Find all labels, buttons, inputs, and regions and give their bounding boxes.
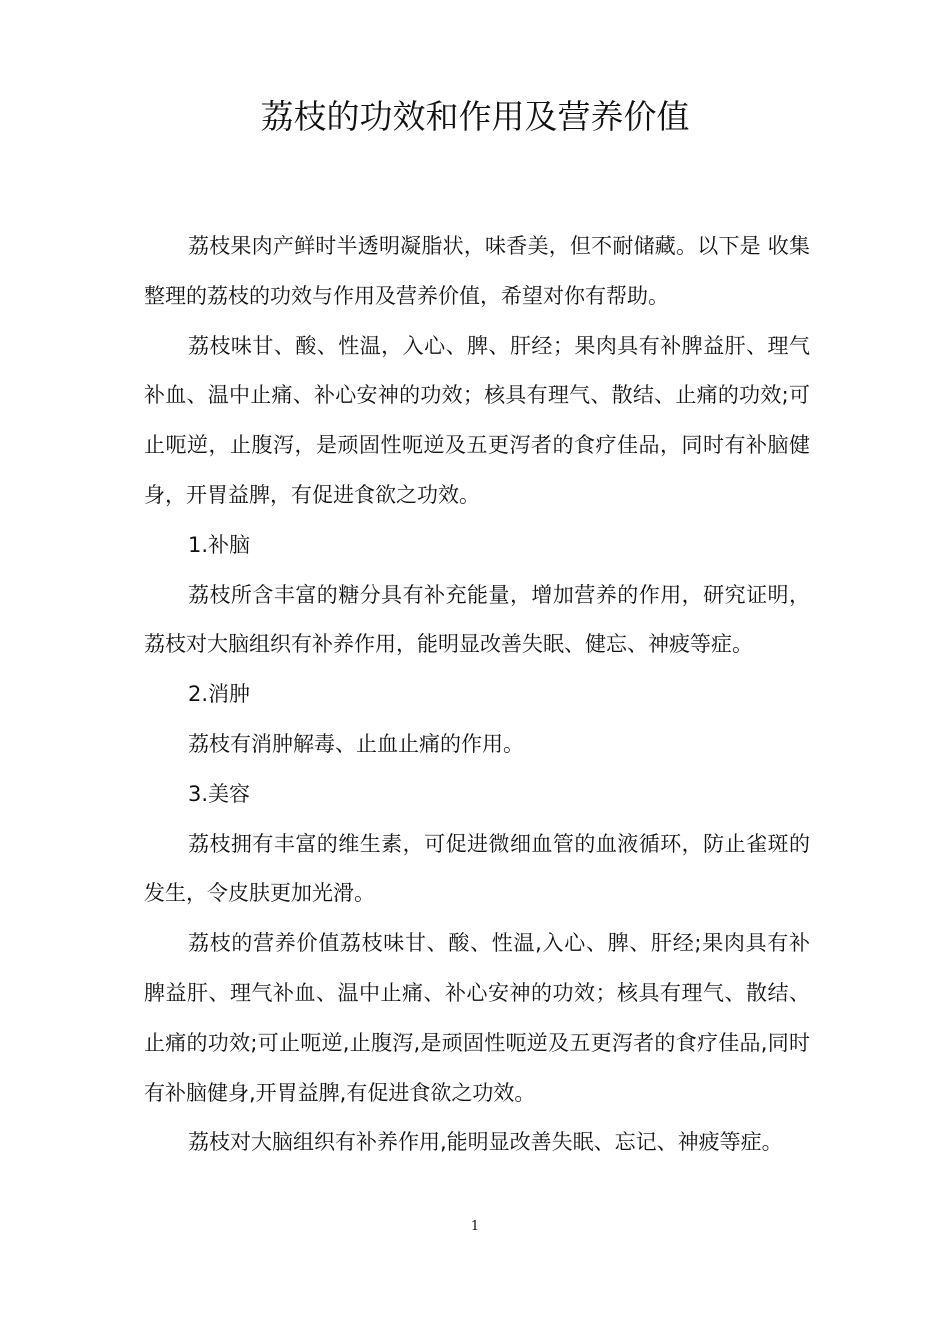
document-body <box>144 222 810 1168</box>
brain-paragraph: 荔枝所含丰富的糖分具有补充能量，增加营养的作用，研究证明，荔枝对大脑组织有补养作用，能明显改善失眠、健忘、神疲等症。 <box>144 582 810 657</box>
section-heading-swelling: 2.消肿 <box>188 682 251 707</box>
document-title: 荔枝的功效和作用及营养价值 <box>260 97 690 136</box>
swelling-paragraph: 荔枝有消肿解毒、止血止痛的作用。 <box>188 731 524 756</box>
page-number: 1 <box>470 1219 480 1234</box>
closing-paragraph: 荔枝对大脑组织有补养作用,能明显改善失眠、忘记、神疲等症。 <box>188 1130 783 1155</box>
section-heading-brain: 1.补脑 <box>188 532 251 557</box>
properties-paragraph: 荔枝味甘、酸、性温，入心、脾、肝经；果肉具有补脾益肝、理气补血、温中止痛、补心安神的功效；核具有理气、散结、止痛的功效;可止呃逆，止腹泻，是顽固性呃逆及五更泻者的食疗佳品，同时有补脑健身，开胃益脾，有促进食欲之功效。 <box>144 333 810 507</box>
beauty-paragraph: 荔枝拥有丰富的维生素，可促进微细血管的血液循环，防止雀斑的发生，令皮肤更加光滑。 <box>144 831 810 906</box>
section-heading-beauty: 3.美容 <box>188 781 251 806</box>
intro-paragraph: 荔枝果肉产鲜时半透明凝脂状，味香美，但不耐储藏。以下是 收集整理的荔枝的功效与作用及营养价值，希望对你有帮助。 <box>144 234 810 308</box>
nutrition-paragraph: 荔枝的营养价值荔枝味甘、酸、性温,入心、脾、肝经;果肉具有补脾益肝、理气补血、温中止痛、补心安神的功效；核具有理气、散结、止痛的功效;可止呃逆,止腹泻,是顽固性呃逆及五更泻者的食疗佳品,同时有补脑健身,开胃益脾,有促进食欲之功效。 <box>144 931 810 1105</box>
